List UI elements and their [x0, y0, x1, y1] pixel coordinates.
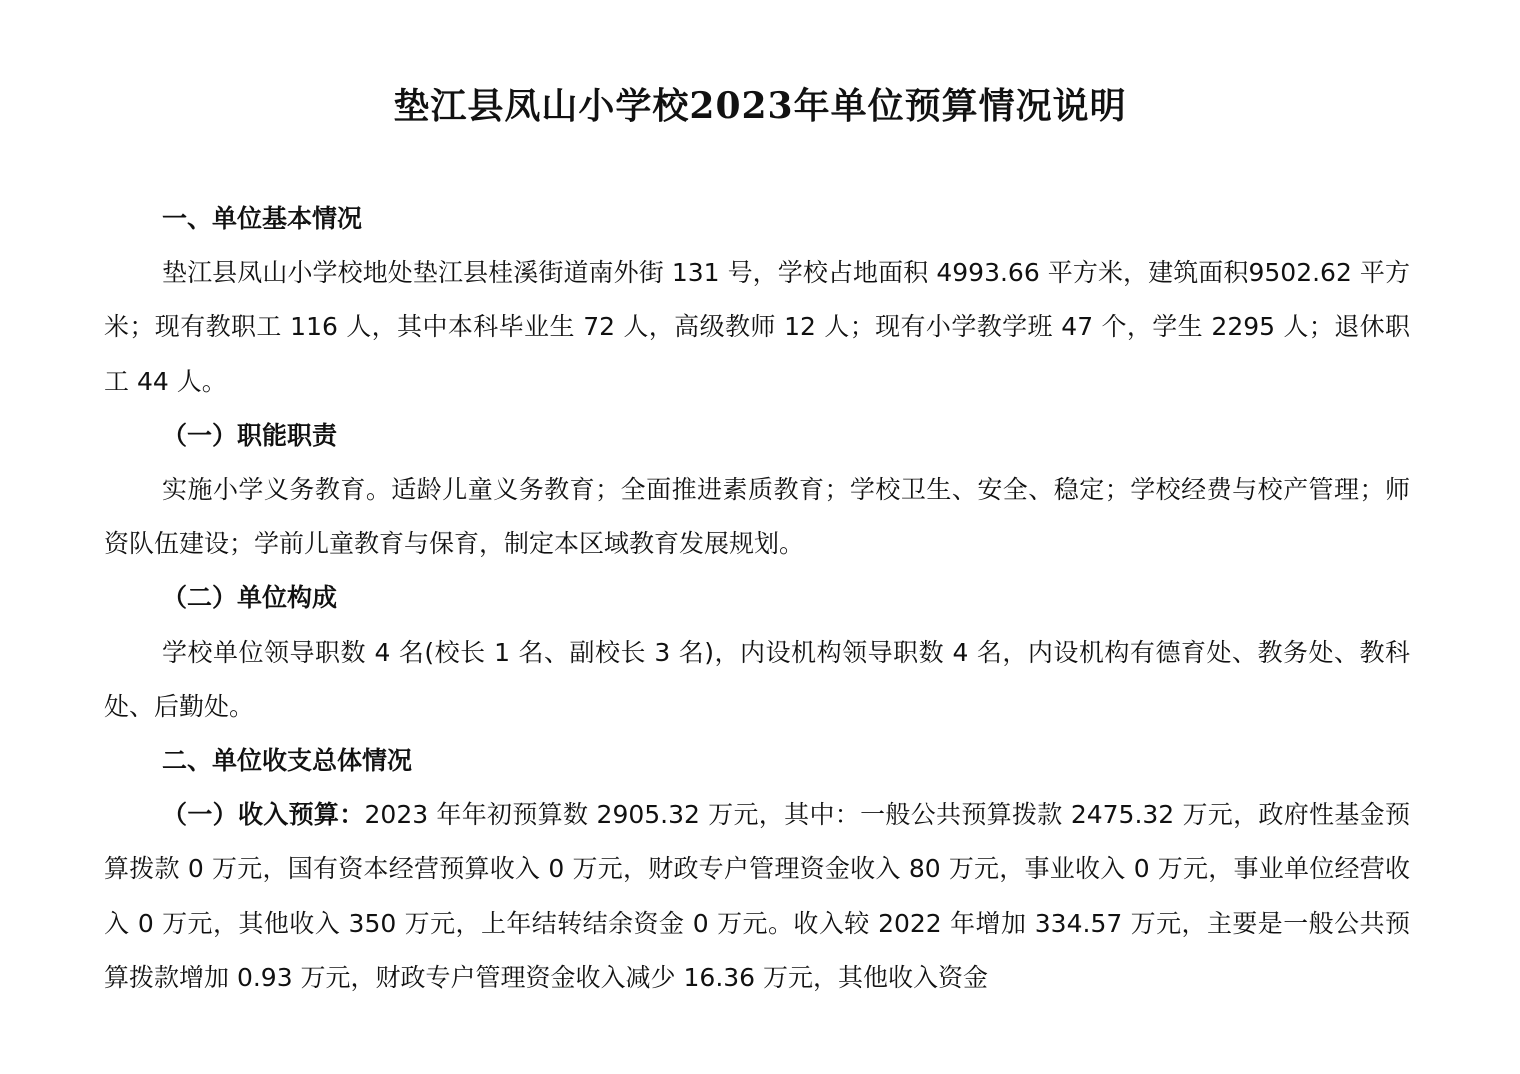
- section-heading-basic-info: 一、单位基本情况: [162, 204, 363, 233]
- basic-info-paragraph: 垫江县凤山小学校地处垫江县桂溪街道南外街 131 号，学校占地面积 4993.66 平方米，建筑面积9502.62 平方米；现有教职工 116 人，其中本科毕业生 72 人，高级教师 12 人；现有小学教学班 47 个，学生 2295 人；退休职工 44 人。: [104, 258, 1410, 396]
- income-budget-paragraph: [104, 788, 1410, 1005]
- document-body: [104, 192, 1410, 1005]
- section-heading-budget-overview: 二、单位收支总体情况: [162, 746, 413, 776]
- income-budget-label: （一）收入预算：: [162, 800, 365, 830]
- structure-paragraph: 学校单位领导职数 4 名(校长 1 名、副校长 3 名)，内设机构领导职数 4 名，内设机构有德育处、教务处、教科处、后勤处。: [104, 637, 1410, 721]
- income-budget-text: 2023 年年初预算数 2905.32 万元，其中：一般公共预算拨款 2475.32 万元，政府性基金预算拨款 0 万元，国有资本经营预算收入 0 万元，财政专户管理资金收入 80 万元，事业收入 0 万元，事业单位经营收入 0 万元，其他收入 350 万元，上年结转结余资金 0 万元。收入较 2022 年增加 334.57 万元，主要是一般公共预算拨款增加 0.93 万元，财政专户管理资金收入减少 16.36 万元，其他收入资金: [104, 800, 1410, 992]
- duties-paragraph: 实施小学义务教育。适龄儿童义务教育；全面推进素质教育；学校卫生、安全、稳定；学校经费与校产管理；师资队伍建设；学前儿童教育与保育，制定本区域教育发展规划。: [104, 475, 1410, 559]
- subsection-heading-duties: （一）职能职责: [162, 420, 338, 450]
- document-title: 垫江县凤山小学校2023年单位预算情况说明: [393, 85, 1127, 127]
- subsection-heading-structure: （二）单位构成: [162, 583, 338, 613]
